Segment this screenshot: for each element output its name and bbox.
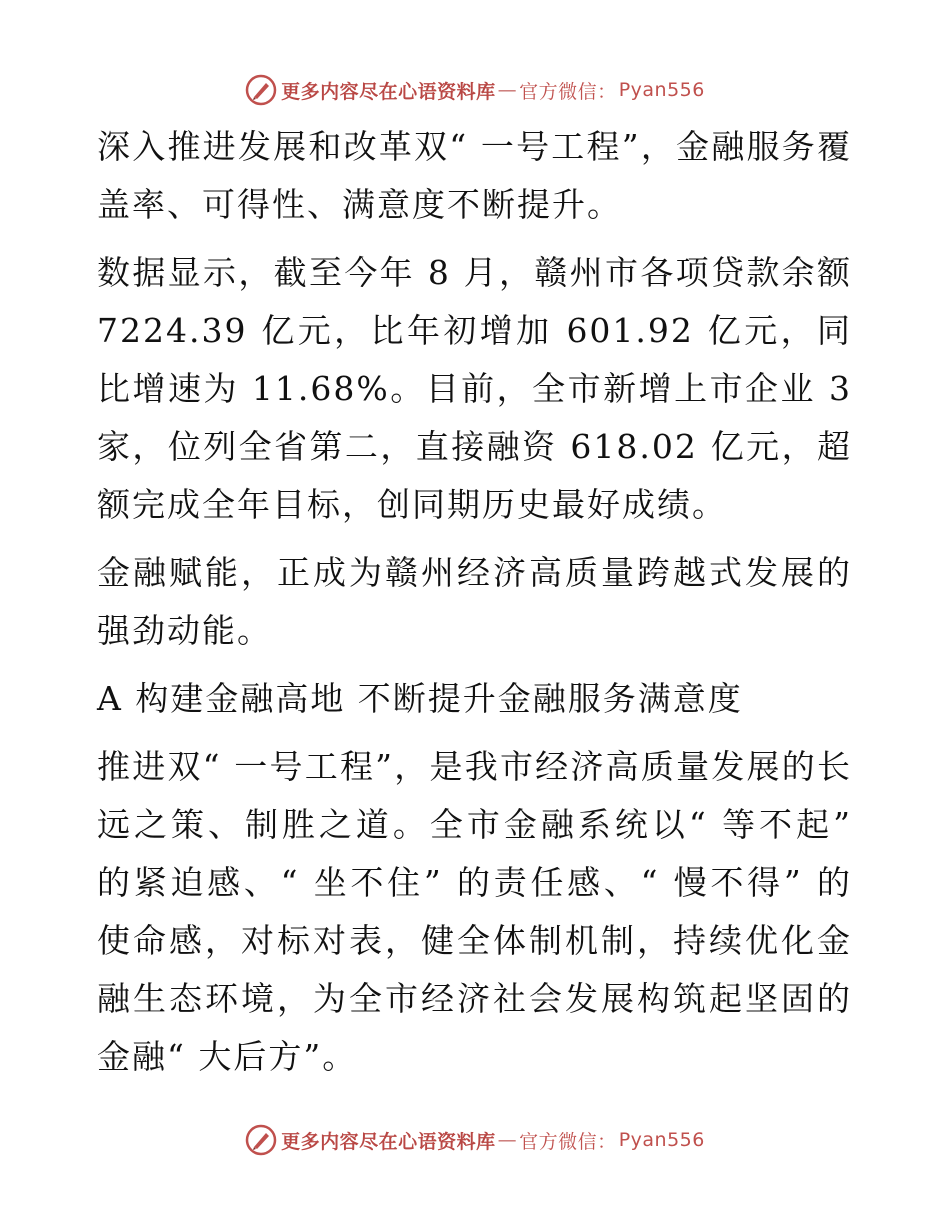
footer-watermark-text xyxy=(281,1127,705,1154)
paragraph-4: 推进双“ 一号工程”，是我市经济高质量发展的长远之策、制胜之道。全市金融系统以“ 等不起” 的紧迫感、“ 坐不住” 的责任感、“ 慢不得” 的使命感，对标对表，健全体制机制，持续优化金融生态环境，为全市经济社会发展构筑起坚固的金融“ 大后方”。 xyxy=(97,747,852,1076)
pen-logo-icon xyxy=(245,74,277,106)
header-watermark-separator: — xyxy=(497,79,518,101)
header-watermark-text xyxy=(281,77,705,104)
document-body xyxy=(97,118,852,1096)
header-watermark-wechat-label: 官方微信： xyxy=(519,80,617,103)
header-watermark-main: 更多内容尽在心语资料库 xyxy=(281,80,496,103)
footer-watermark-wechat-label: 官方微信： xyxy=(519,1130,617,1153)
paragraph-2: 数据显示，截至今年 8 月，赣州市各项贷款余额 7224.39 亿元，比年初增加 601.92 亿元，同比增速为 11.68%。目前，全市新增上市企业 3 家，位列全省第二，直接融资 618.02 亿元，超额完成全年目标，创同期历史最好成绩。 xyxy=(97,253,852,524)
pen-logo-icon xyxy=(245,1124,277,1156)
section-heading: A 构建金融高地 不断提升金融服务满意度 xyxy=(97,679,743,718)
header-watermark-wechat-id: Pyan556 xyxy=(618,79,705,101)
paragraph-1: 深入推进发展和改革双“ 一号工程”，金融服务覆盖率、可得性、满意度不断提升。 xyxy=(97,127,852,224)
footer-watermark-main: 更多内容尽在心语资料库 xyxy=(281,1130,496,1153)
footer-watermark-separator: — xyxy=(497,1129,518,1151)
footer-watermark-wechat-id: Pyan556 xyxy=(618,1129,705,1151)
paragraph-3: 金融赋能，正成为赣州经济高质量跨越式发展的强劲动能。 xyxy=(97,553,852,650)
footer-watermark-banner xyxy=(0,1120,950,1160)
header-watermark-banner xyxy=(0,70,950,110)
